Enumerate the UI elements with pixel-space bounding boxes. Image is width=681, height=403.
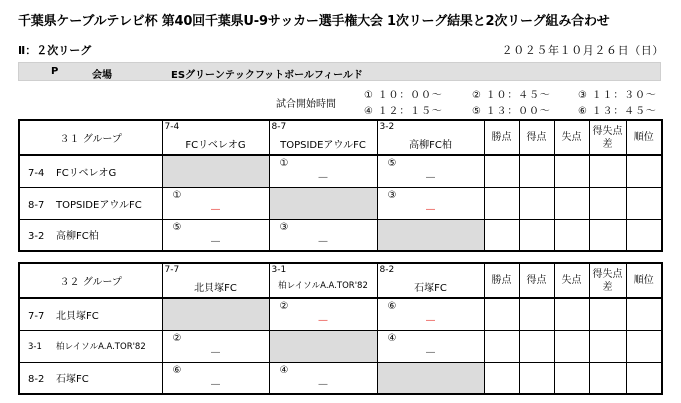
goal-difference-header: 得失点差 bbox=[589, 120, 626, 155]
table-row bbox=[19, 330, 662, 362]
stat-cell bbox=[554, 155, 589, 187]
table-row bbox=[19, 362, 662, 394]
goal-difference-header: 得失点差 bbox=[589, 263, 626, 298]
match-cell: ⑥ — bbox=[162, 362, 269, 394]
venue-code: P bbox=[51, 66, 59, 77]
row-team-label: 8-2 石塚FC bbox=[19, 362, 162, 394]
match-cell: ① — bbox=[269, 155, 377, 187]
stat-cell bbox=[589, 298, 626, 330]
stat-cell bbox=[484, 298, 519, 330]
venue-bar bbox=[18, 62, 661, 81]
match-cell: ⑥ — bbox=[377, 298, 484, 330]
stat-cell bbox=[519, 155, 554, 187]
league-table-group-32 bbox=[18, 262, 663, 395]
row-team-label: 7-4 FCリベレオG bbox=[19, 155, 162, 187]
stat-cell bbox=[484, 362, 519, 394]
match-cell: ⑤ — bbox=[377, 155, 484, 187]
column-header-team: 3-2 高柳FC柏 bbox=[377, 120, 484, 155]
venue-label: 会場 bbox=[92, 70, 112, 81]
stat-cell bbox=[626, 362, 662, 394]
stat-cell bbox=[626, 298, 662, 330]
column-header-team: 8-2 石塚FC bbox=[377, 263, 484, 298]
goals-against-header: 失点 bbox=[554, 263, 589, 298]
self-match-cell bbox=[377, 219, 484, 251]
page-title: 千葉県ケーブルテレビ杯 第40回千葉県U-9サッカー選手権大会 1次リーグ結果と2次リーグ組み合わせ bbox=[18, 14, 610, 29]
match-cell: ③ — bbox=[377, 187, 484, 219]
goals-for-header: 得点 bbox=[519, 120, 554, 155]
stat-cell bbox=[626, 330, 662, 362]
self-match-cell bbox=[377, 362, 484, 394]
points-header: 勝点 bbox=[484, 263, 519, 298]
league-table-group-31 bbox=[18, 119, 663, 252]
schedule-time-4: ④ １２：１５～ bbox=[364, 106, 443, 117]
rank-header: 順位 bbox=[626, 263, 662, 298]
self-match-cell bbox=[269, 187, 377, 219]
points-header: 勝点 bbox=[484, 120, 519, 155]
stat-cell bbox=[589, 155, 626, 187]
schedule-time-3: ③ １１：３０～ bbox=[578, 90, 657, 101]
schedule-label: 試合開始時間 bbox=[276, 99, 336, 110]
venue-name: ESグリーンテックフットボールフィールド bbox=[171, 70, 363, 81]
stat-cell bbox=[589, 187, 626, 219]
stat-cell bbox=[589, 362, 626, 394]
column-header-team: 7-4 FCリベレオG bbox=[162, 120, 269, 155]
group-name: ３１ グループ bbox=[19, 120, 162, 155]
table-row bbox=[19, 219, 662, 251]
stat-cell bbox=[519, 187, 554, 219]
group-name: ３２ グループ bbox=[19, 263, 162, 298]
table-row bbox=[19, 298, 662, 330]
stat-cell bbox=[484, 330, 519, 362]
stat-cell bbox=[626, 187, 662, 219]
table-row bbox=[19, 155, 662, 187]
stat-cell bbox=[554, 330, 589, 362]
schedule-time-6: ⑥ １３：４５～ bbox=[578, 106, 657, 117]
schedule-time-1: ① １０：００～ bbox=[364, 90, 443, 101]
goals-against-header: 失点 bbox=[554, 120, 589, 155]
self-match-cell bbox=[162, 298, 269, 330]
match-cell: ⑤ — bbox=[162, 219, 269, 251]
stat-cell bbox=[589, 330, 626, 362]
row-team-label: 7-7 北貝塚FC bbox=[19, 298, 162, 330]
column-header-team: 3-1 柏レイソルA.A.TOR'82 bbox=[269, 263, 377, 298]
table-row bbox=[19, 187, 662, 219]
stat-cell bbox=[484, 155, 519, 187]
match-cell: ④ — bbox=[269, 362, 377, 394]
match-cell: ① — bbox=[162, 187, 269, 219]
self-match-cell bbox=[269, 330, 377, 362]
event-date: ２０２５年１０月２６日（日） bbox=[501, 44, 664, 57]
schedule-time-2: ② １０：４５～ bbox=[472, 90, 551, 101]
match-cell: ② — bbox=[162, 330, 269, 362]
stat-cell bbox=[626, 155, 662, 187]
stat-cell bbox=[519, 298, 554, 330]
stat-cell bbox=[519, 362, 554, 394]
row-team-label: 8-7 TOPSIDEアウルFC bbox=[19, 187, 162, 219]
schedule-time-5: ⑤ １３：００～ bbox=[472, 106, 551, 117]
row-team-label: 3-1 柏レイソルA.A.TOR'82 bbox=[19, 330, 162, 362]
stat-cell bbox=[589, 219, 626, 251]
row-team-label: 3-2 高柳FC柏 bbox=[19, 219, 162, 251]
section-subtitle: Ⅱ：２次リーグ bbox=[18, 44, 92, 57]
self-match-cell bbox=[162, 155, 269, 187]
stat-cell bbox=[519, 330, 554, 362]
goals-for-header: 得点 bbox=[519, 263, 554, 298]
column-header-team: 8-7 TOPSIDEアウルFC bbox=[269, 120, 377, 155]
column-header-team: 7-7 北貝塚FC bbox=[162, 263, 269, 298]
stat-cell bbox=[554, 362, 589, 394]
rank-header: 順位 bbox=[626, 120, 662, 155]
match-cell: ③ — bbox=[269, 219, 377, 251]
match-cell: ② — bbox=[269, 298, 377, 330]
stat-cell bbox=[554, 219, 589, 251]
stat-cell bbox=[626, 219, 662, 251]
stat-cell bbox=[484, 187, 519, 219]
stat-cell bbox=[554, 298, 589, 330]
stat-cell bbox=[519, 219, 554, 251]
stat-cell bbox=[484, 219, 519, 251]
match-cell: ④ — bbox=[377, 330, 484, 362]
stat-cell bbox=[554, 187, 589, 219]
